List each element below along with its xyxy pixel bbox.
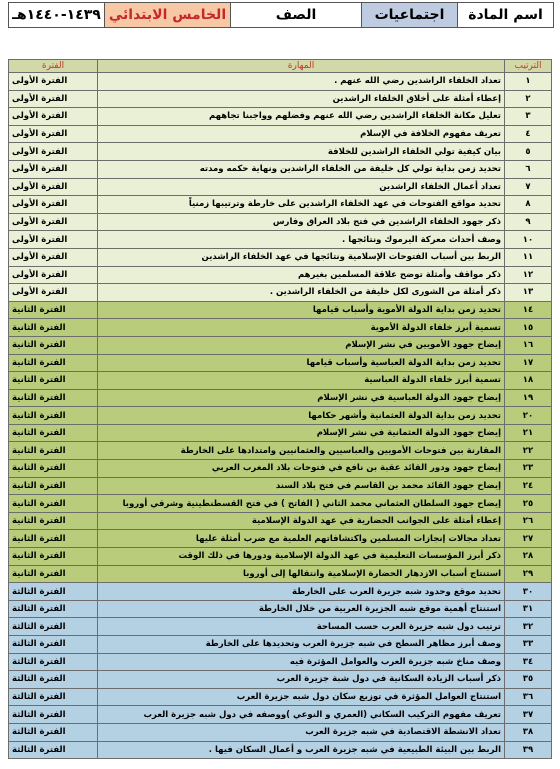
row-number: ٣٣ — [505, 636, 552, 654]
table-row — [9, 213, 552, 231]
row-skill: ذكر أبرز المؤسسات التعليمية في عهد الدولة الإسلامية ودورها في ذلك الوقت — [98, 548, 505, 566]
row-number: ٢٠ — [505, 407, 552, 425]
row-term: الفترة الثانية — [9, 407, 98, 425]
row-term: الفترة الثالثة — [9, 636, 98, 654]
row-skill: ذكر أسباب الزيادة السكانية في دول شبة جزيرة العرب — [98, 671, 505, 689]
row-term: الفترة الثانية — [9, 336, 98, 354]
table-row — [9, 600, 552, 618]
row-term: الفترة الثالثة — [9, 688, 98, 706]
row-number: ٢٢ — [505, 442, 552, 460]
row-number: ١٤ — [505, 301, 552, 319]
table-row — [9, 196, 552, 214]
row-skill: المقارنة بين فتوحات الأمويين والعباسيين والعثمانيين وامتدادها على الخارطة — [98, 442, 505, 460]
row-skill: إيضاح جهود الدولة العباسية في نشر الإسلام — [98, 389, 505, 407]
row-number: ٢١ — [505, 424, 552, 442]
row-skill: وصف مناخ شبه جزيرة العرب والعوامل المؤثرة فيه — [98, 653, 505, 671]
row-number: ١٢ — [505, 266, 552, 284]
row-skill: ذكر مواقف وأمثلة توضح علاقة المسلمين بغيرهم — [98, 266, 505, 284]
table-row — [9, 583, 552, 601]
row-number: ١٣ — [505, 284, 552, 302]
row-skill: تعداد مجالات إنجازات المسلمين واكتشافاتهم العلمية مع ضرب أمثلة عليها — [98, 530, 505, 548]
row-term: الفترة الأولى — [9, 125, 98, 143]
table-row — [9, 424, 552, 442]
table-row — [9, 266, 552, 284]
row-number: ٤ — [505, 125, 552, 143]
table-row — [9, 442, 552, 460]
row-term: الفترة الثانية — [9, 442, 98, 460]
row-term: الفترة الأولى — [9, 213, 98, 231]
row-term: الفترة الثالثة — [9, 723, 98, 741]
row-number: ٣٠ — [505, 583, 552, 601]
row-skill: إيضاح جهود القائد محمد بن القاسم في فتح بلاد السند — [98, 477, 505, 495]
row-skill: تعليل مكانة الخلفاء الراشدين رضي الله عنهم وفضلهم وواجبنا تجاههم — [98, 108, 505, 126]
row-term: الفترة الأولى — [9, 248, 98, 266]
table-row — [9, 336, 552, 354]
row-skill: تعداد الخلفاء الراشدين رضي الله عنهم . — [98, 73, 505, 91]
row-term: الفترة الأولى — [9, 160, 98, 178]
row-term: الفترة الثانية — [9, 565, 98, 583]
row-term: الفترة الثالثة — [9, 741, 98, 759]
row-term: الفترة الثانية — [9, 477, 98, 495]
row-skill: الربط بين البيئة الطبيعية في شبه جزيرة العرب و أعمال السكان فيها . — [98, 741, 505, 759]
table-row — [9, 653, 552, 671]
table-row — [9, 512, 552, 530]
year-value: ١٤٣٩-١٤٤٠هـ — [9, 3, 105, 28]
row-term: الفترة الثانية — [9, 372, 98, 390]
row-skill: وصف أبرز مظاهر السطح في شبه جزيرة العرب وتحديدها على الخارطة — [98, 636, 505, 654]
row-skill: تسمية أبرز خلفاء الدولة العباسية — [98, 372, 505, 390]
table-row — [9, 125, 552, 143]
row-skill: تحديد مواقع الفتوحات في عهد الخلفاء الراشدين على خارطة وترتيبها زمنياً — [98, 196, 505, 214]
row-term: الفترة الثانية — [9, 301, 98, 319]
row-term: الفترة الثالثة — [9, 618, 98, 636]
row-number: ٢ — [505, 90, 552, 108]
row-number: ٩ — [505, 213, 552, 231]
row-skill: إيضاح جهود الدولة العثمانية في نشر الإسلام — [98, 424, 505, 442]
row-skill: تحديد زمن بداية الدولة العباسية وأسباب قيامها — [98, 354, 505, 372]
row-number: ٣٩ — [505, 741, 552, 759]
row-number: ٢٤ — [505, 477, 552, 495]
row-term: الفترة الأولى — [9, 231, 98, 249]
row-term: الفترة الثانية — [9, 512, 98, 530]
table-row — [9, 407, 552, 425]
row-number: ٣١ — [505, 600, 552, 618]
row-term: الفترة الأولى — [9, 178, 98, 196]
row-term: الفترة الثانية — [9, 548, 98, 566]
row-number: ١٥ — [505, 319, 552, 337]
row-term: الفترة الأولى — [9, 143, 98, 161]
row-number: ١٠ — [505, 231, 552, 249]
row-skill: تسمية أبرز خلفاء الدولة الأموية — [98, 319, 505, 337]
row-number: ٣٢ — [505, 618, 552, 636]
table-row — [9, 73, 552, 91]
table-row — [9, 248, 552, 266]
row-number: ١٦ — [505, 336, 552, 354]
row-skill: إعطاء أمثلة على الجوانب الحضارية في عهد الدولة الإسلامية — [98, 512, 505, 530]
row-number: ٣ — [505, 108, 552, 126]
table-row — [9, 671, 552, 689]
column-header-num: الترتيب — [505, 60, 552, 73]
row-number: ٣٤ — [505, 653, 552, 671]
table-row — [9, 636, 552, 654]
row-number: ٢٧ — [505, 530, 552, 548]
table-row — [9, 90, 552, 108]
row-skill: تحديد زمن بداية تولي كل خليفة من الخلفاء الراشدين ونهاية حكمه ومدته — [98, 160, 505, 178]
row-skill: ترتيب دول شبه جزيرة العرب حسب المساحة — [98, 618, 505, 636]
row-term: الفترة الثانية — [9, 495, 98, 513]
row-term: الفترة الثالثة — [9, 706, 98, 724]
subject-label: اسم المادة — [458, 3, 554, 28]
row-skill: ذكر جهود الخلفاء الراشدين في فتح بلاد العراق وفارس — [98, 213, 505, 231]
table-row — [9, 143, 552, 161]
row-skill: ذكر أمثلة من الشورى لكل خليفة من الخلفاء الراشدين . — [98, 284, 505, 302]
row-term: الفترة الثالثة — [9, 583, 98, 601]
table-row — [9, 723, 552, 741]
row-term: الفترة الثالثة — [9, 671, 98, 689]
table-row — [9, 618, 552, 636]
row-skill: إيضاح جهود الأمويين في نشر الإسلام — [98, 336, 505, 354]
row-term: الفترة الثانية — [9, 389, 98, 407]
row-number: ٣٥ — [505, 671, 552, 689]
row-skill: تحديد زمن بداية الدولة الأموية وأسباب قيامها — [98, 301, 505, 319]
row-skill: إعطاء أمثلة على أخلاق الخلفاء الراشدين — [98, 90, 505, 108]
row-skill: استنتاج العوامل المؤثرة في توزيع سكان دول شبه جزيرة العرب — [98, 688, 505, 706]
row-number: ١٧ — [505, 354, 552, 372]
table-row — [9, 301, 552, 319]
row-skill: تعداد الانشطة الاقتصادية في شبه جزيرة العرب — [98, 723, 505, 741]
table-row — [9, 319, 552, 337]
row-number: ١ — [505, 73, 552, 91]
grade-label: الصف — [231, 3, 362, 28]
row-number: ٢٦ — [505, 512, 552, 530]
row-number: ٣٨ — [505, 723, 552, 741]
row-number: ٣٧ — [505, 706, 552, 724]
row-term: الفترة الثانية — [9, 424, 98, 442]
row-skill: استنتاج أهمية موقع شبه الجزيرة العربية من خلال الخارطة — [98, 600, 505, 618]
table-row — [9, 108, 552, 126]
row-term: الفترة الثالثة — [9, 600, 98, 618]
row-number: ٢٩ — [505, 565, 552, 583]
row-term: الفترة الثانية — [9, 530, 98, 548]
table-row — [9, 741, 552, 759]
table-body — [9, 73, 552, 759]
row-number: ٢٣ — [505, 460, 552, 478]
row-skill: تعريف مفهوم الخلافة في الإسلام — [98, 125, 505, 143]
row-skill: إيضاح جهود السلطان العثماني محمد الثاني ( الفاتح ) في فتح القسطنطينية وشرقي أوروبا — [98, 495, 505, 513]
skills-table — [8, 59, 552, 759]
row-term: الفترة الأولى — [9, 90, 98, 108]
table-row — [9, 460, 552, 478]
table-row — [9, 284, 552, 302]
row-number: ٥ — [505, 143, 552, 161]
row-number: ١١ — [505, 248, 552, 266]
table-row — [9, 548, 552, 566]
row-skill: استنتاج أسباب الازدهار الحضارة الإسلامية وانتقالها إلى أوروبا — [98, 565, 505, 583]
table-row — [9, 372, 552, 390]
row-number: ٢٥ — [505, 495, 552, 513]
row-number: ١٩ — [505, 389, 552, 407]
table-row — [9, 160, 552, 178]
row-term: الفترة الثانية — [9, 319, 98, 337]
row-skill: بيان كيفية تولي الخلفاء الراشدين للخلافة — [98, 143, 505, 161]
row-number: ٦ — [505, 160, 552, 178]
row-term: الفترة الأولى — [9, 196, 98, 214]
table-row — [9, 231, 552, 249]
subject-value: اجتماعيات — [362, 3, 458, 28]
table-row — [9, 530, 552, 548]
row-number: ٧ — [505, 178, 552, 196]
row-skill: تحديد زمن بداية الدولة العثمانية وأشهر حكامها — [98, 407, 505, 425]
table-row — [9, 565, 552, 583]
row-term: الفترة الثالثة — [9, 653, 98, 671]
row-number: ٢٨ — [505, 548, 552, 566]
table-row — [9, 495, 552, 513]
table-row — [9, 706, 552, 724]
grade-value: الخامس الابتدائي — [105, 3, 231, 28]
column-header-term: الفترة — [9, 60, 98, 73]
row-term: الفترة الثانية — [9, 354, 98, 372]
table-row — [9, 354, 552, 372]
row-skill: الربط بين أسباب الفتوحات الإسلامية ونتائجها في عهد الخلفاء الراشدين — [98, 248, 505, 266]
header-table — [8, 2, 554, 28]
row-skill: تحديد موقع وحدود شبه جزيرة العرب على الخارطة — [98, 583, 505, 601]
row-skill: تعريف مفهوم التركيب السكاني (العمري و النوعي )ووصفه في دول شبه جزيرة العرب — [98, 706, 505, 724]
row-term: الفترة الأولى — [9, 266, 98, 284]
table-row — [9, 688, 552, 706]
row-number: ٣٦ — [505, 688, 552, 706]
row-term: الفترة الثانية — [9, 460, 98, 478]
row-number: ١٨ — [505, 372, 552, 390]
row-skill: إيضاح جهود ودور القائد عقبة بن نافع في فتوحات بلاد المغرب العربي — [98, 460, 505, 478]
table-row — [9, 477, 552, 495]
table-row — [9, 389, 552, 407]
table-row — [9, 178, 552, 196]
column-header-skill: المهارة — [98, 60, 505, 73]
row-term: الفترة الأولى — [9, 284, 98, 302]
row-number: ٨ — [505, 196, 552, 214]
row-term: الفترة الأولى — [9, 73, 98, 91]
table-header-row — [9, 60, 552, 73]
row-skill: وصف أحداث معركة اليرموك ونتائجها . — [98, 231, 505, 249]
row-term: الفترة الأولى — [9, 108, 98, 126]
row-skill: تعداد أعمال الخلفاء الراشدين — [98, 178, 505, 196]
